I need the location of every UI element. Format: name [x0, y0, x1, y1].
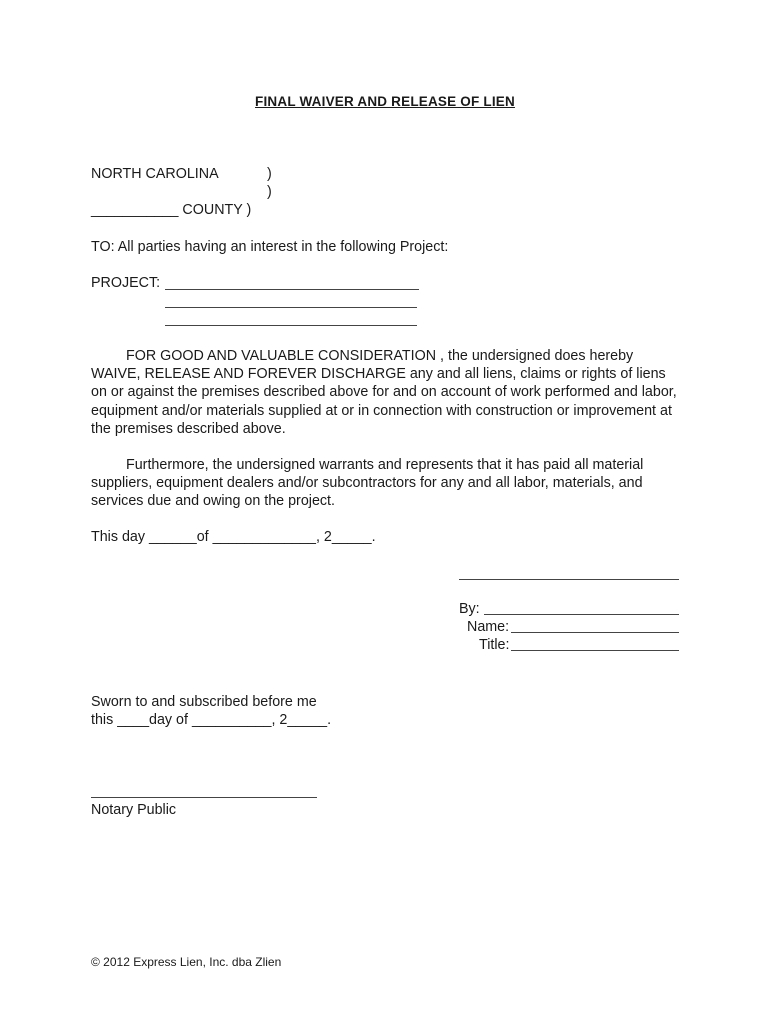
- date-line: This day ______of _____________, 2_____.: [91, 529, 376, 545]
- waiver-paragraph-text: FOR GOOD AND VALUABLE CONSIDERATION , the undersigned does hereby WAIVE, RELEASE AND FOREVER DISCHARGE any and all liens, claims or rights of liens on or against the premises described above for and on account of work performed and labor, equipment and/or materials supplied at or in connection with construction or improvement at the premises described above.: [91, 348, 677, 437]
- sworn-line-2: this ____day of __________, 2_____.: [91, 712, 332, 728]
- warranty-paragraph: [91, 456, 681, 511]
- project-blank-line-1: [165, 289, 419, 290]
- waiver-paragraph: [91, 347, 681, 438]
- title-blank-line: [511, 650, 679, 651]
- warranty-paragraph-text: Furthermore, the undersigned warrants and represents that it has paid all material suppliers, equipment dealers and/or subcontractors for any and all labor, materials, and services due and owing on the project.: [91, 457, 644, 510]
- caption-paren: ): [267, 184, 272, 200]
- by-blank-line: [484, 614, 679, 615]
- state-name: NORTH CAROLINA: [91, 166, 219, 182]
- notary-label: Notary Public: [91, 802, 177, 818]
- to-line: TO: All parties having an interest in the following Project:: [91, 239, 449, 255]
- notary-signature-line: [91, 797, 317, 798]
- sworn-line-1: Sworn to and subscribed before me: [91, 694, 317, 710]
- by-label: By:: [459, 601, 480, 617]
- project-blank-line-3: [165, 325, 417, 326]
- county-line: ___________ COUNTY ): [91, 202, 252, 218]
- project-blank-line-2: [165, 307, 417, 308]
- signature-line: [459, 579, 679, 580]
- name-blank-line: [511, 632, 679, 633]
- title-label: Title:: [479, 637, 510, 653]
- document-title: FINAL WAIVER AND RELEASE OF LIEN: [255, 94, 515, 109]
- project-label: PROJECT:: [91, 275, 161, 291]
- caption-paren: ): [267, 166, 272, 182]
- name-label: Name:: [467, 619, 510, 635]
- footer-copyright: © 2012 Express Lien, Inc. dba Zlien: [91, 955, 282, 969]
